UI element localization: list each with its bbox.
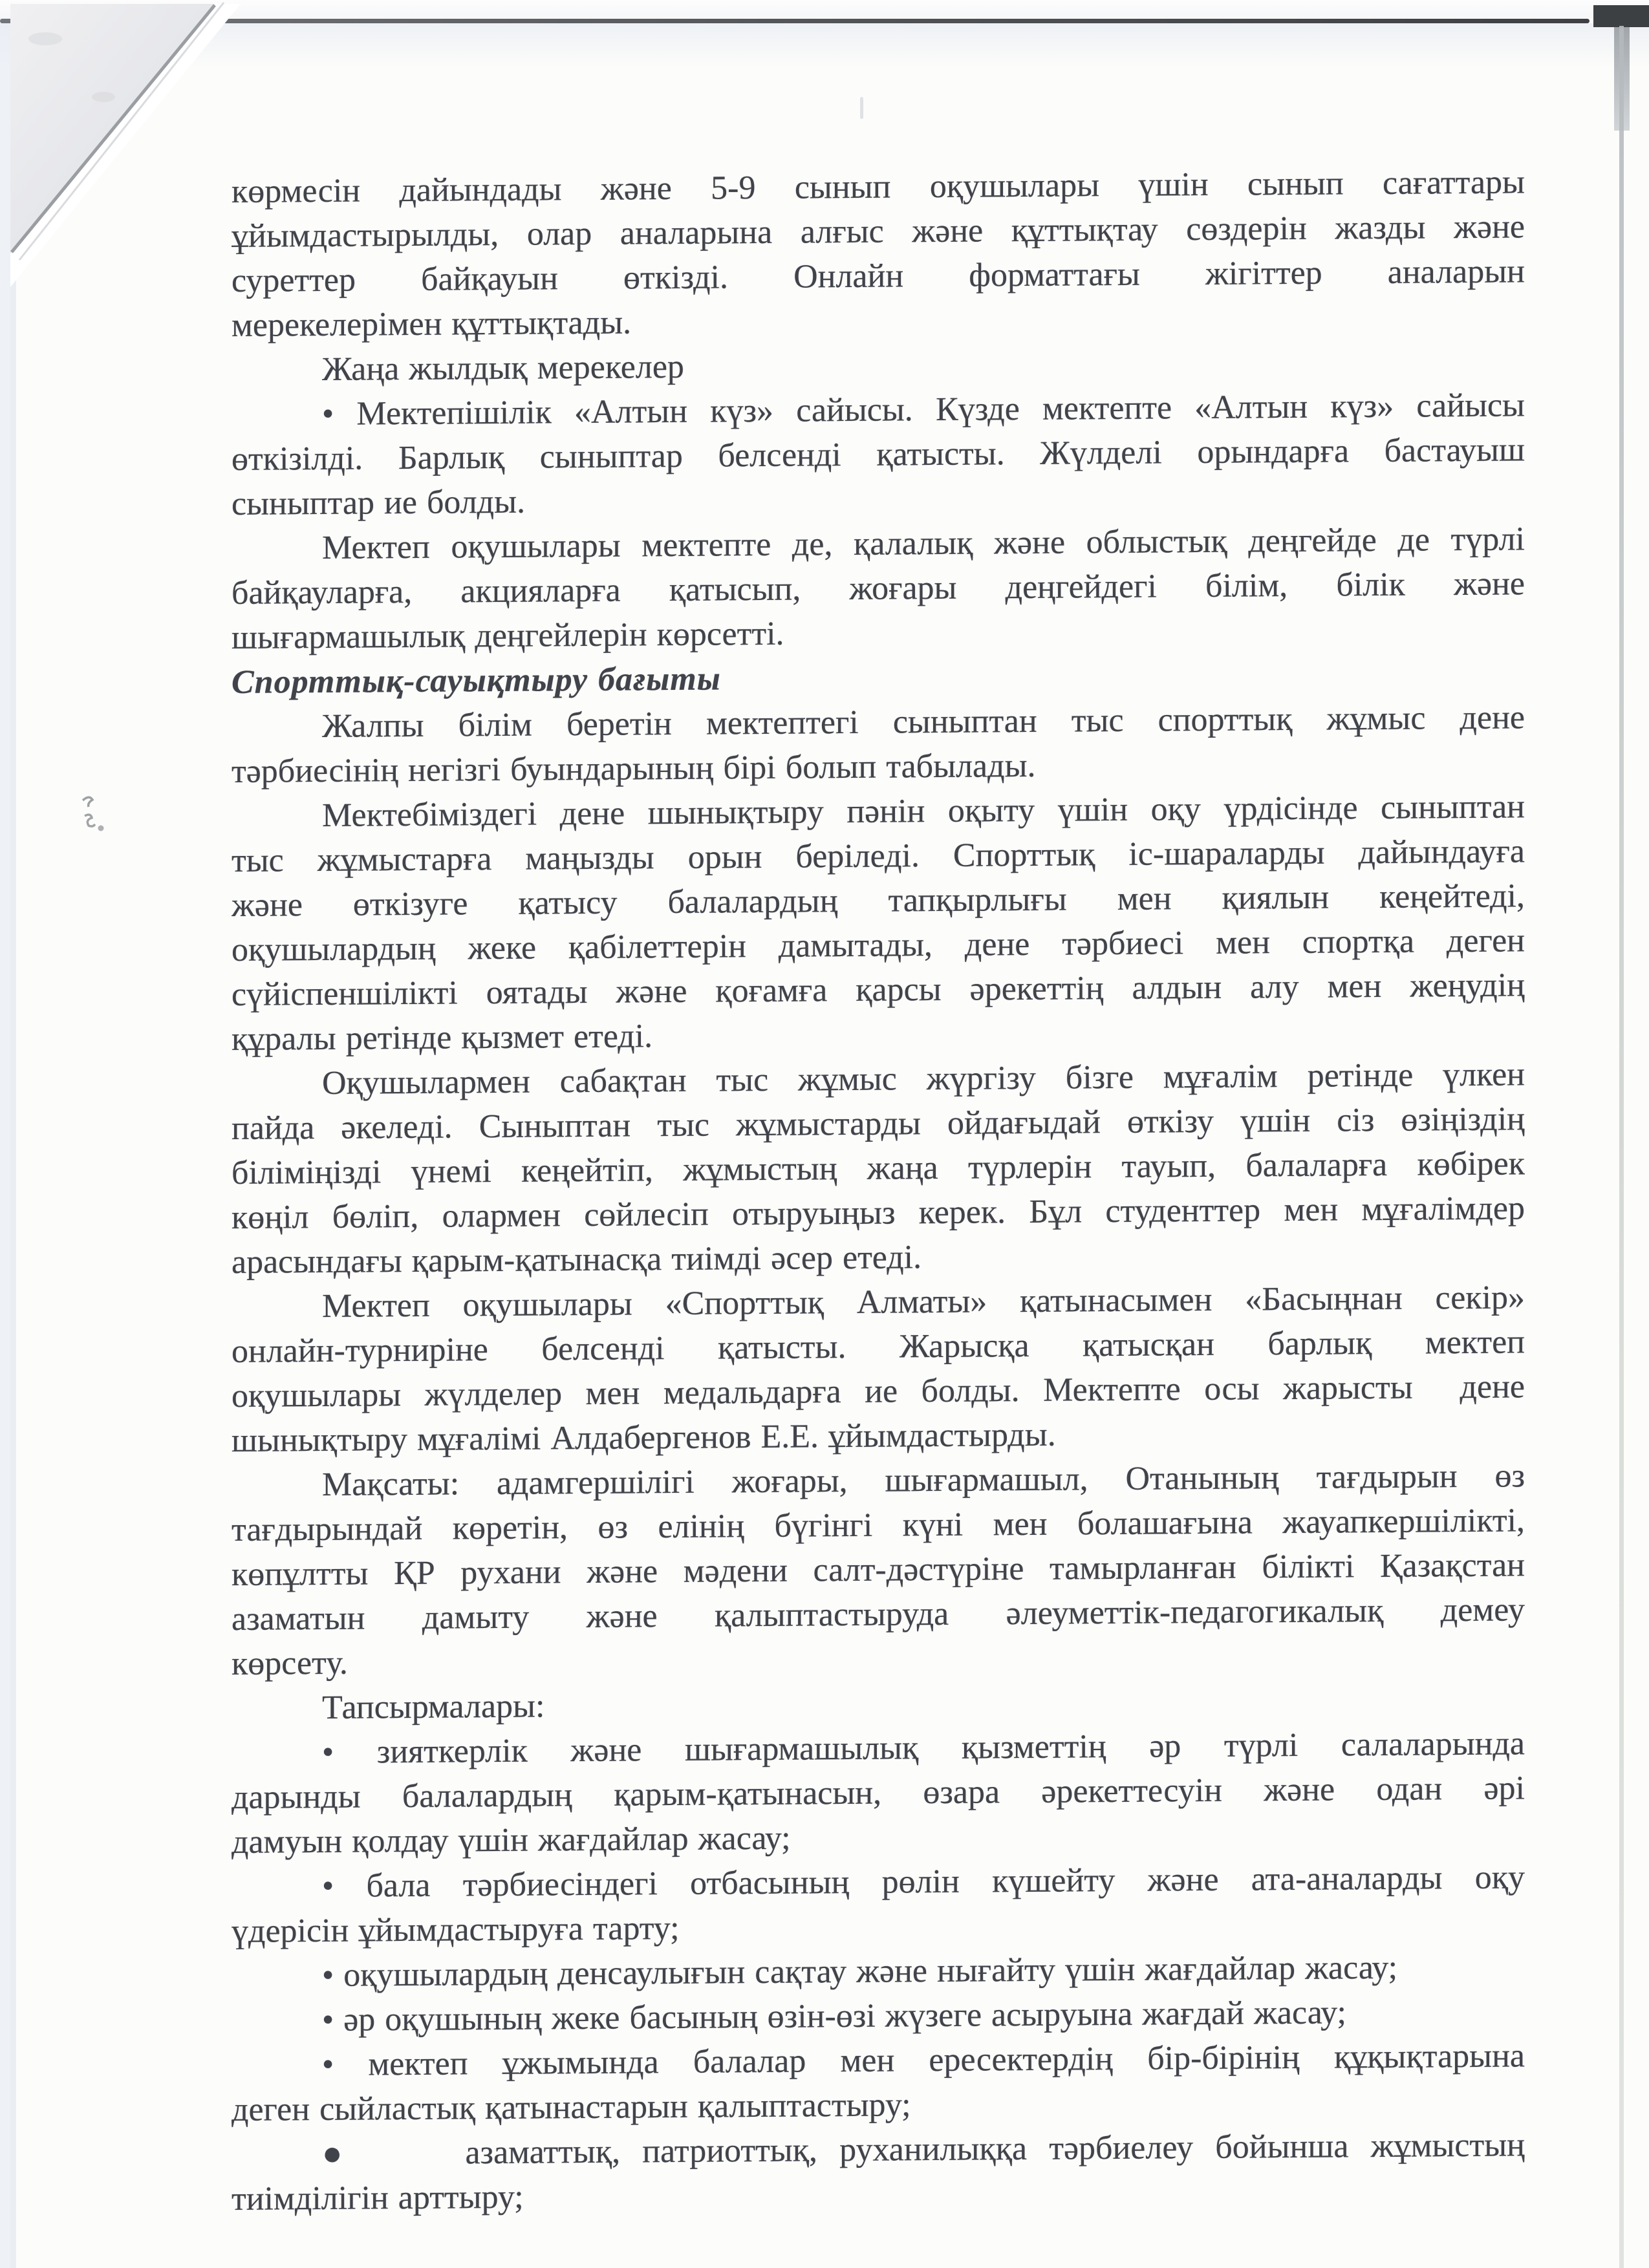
text-line: дарынды балалардың қарым-қатынасын, өзара әрекеттесуін және одан әрі xyxy=(232,1770,1525,1816)
text-line: онлайн-турниріне белсенді қатысты. Жарысқа қатысқан барлық мектеп xyxy=(232,1323,1525,1370)
text-line: Жаңа жылдық мерекелер xyxy=(322,348,684,388)
text-line: көрсету. xyxy=(232,1644,348,1682)
text-line: көпұлтты ҚР рухани және мәдени салт-дәстүріне тамырланған білікті Қазақстан xyxy=(232,1546,1525,1593)
text-line: • әр оқушының жеке басының өзін-өзі жүзеге асыруына жағдай жасау; xyxy=(322,1994,1346,2038)
text-line: деген сыйластық қатынастарын қалыптастыру; xyxy=(232,2086,911,2128)
text-line: көңіл бөліп, олармен сөйлесіп отыруыңыз керек. Бұл студенттер мен мұғалімдер xyxy=(232,1190,1525,1236)
text-line: Жалпы білім беретін мектептегі сыныптан тыс спорттық жұмыс дене xyxy=(322,699,1525,745)
text-line: Мақсаты: адамгершілігі жоғары, шығармашыл, Отанының тағдырын өз xyxy=(322,1457,1525,1503)
text-line: • мектеп ұжымында балалар мен ересектердің бір-бірінің құқықтарына xyxy=(322,2037,1525,2083)
text-line: арасындағы қарым-қатынасқа тиімді әсер етеді. xyxy=(232,1239,922,1281)
text-line: • бала тәрбиесіндегі отбасының рөлін күшейту және ата-аналарды оқу xyxy=(322,1859,1525,1905)
text-line: Оқушылармен сабақтан тыс жұмыс жүргізу бізге мұғалім ретінде үлкен xyxy=(322,1056,1525,1102)
text-line: өткізілді. Барлық сыныптар белсенді қатысты. Жүлделі орындарға бастауыш xyxy=(232,431,1525,478)
text-line: Мектеп оқушылары мектепте де, қалалық және облыстық деңгейде де түрлі xyxy=(322,520,1525,566)
text-line: мерекелерімен құттықтады. xyxy=(232,304,632,344)
text-line: Мектеп оқушылары «Спорттық Алматы» қатынасымен «Басыңнан секір» xyxy=(322,1279,1525,1325)
text-line: біліміңізді үнемі кеңейтіп, жұмыстың жаңа түрлерін тауып, балаларға көбірек xyxy=(232,1145,1525,1192)
text-line: оқушылары жүлделер мен медальдарға ие болды. Мектепте осы жарысты дене xyxy=(232,1368,1525,1415)
document-text xyxy=(232,160,1525,2221)
text-line: Мектебіміздегі дене шынықтыру пәнін оқыту үшін оқу үрдісінде сыныптан xyxy=(322,788,1525,834)
text-line: суреттер байқауын өткізді. Онлайн форматтағы жігіттер аналарын xyxy=(232,253,1525,299)
text-line: азаматын дамыту және қалыптастыруда әлеуметтік-педагогикалық демеу xyxy=(232,1591,1525,1638)
text-line: шынықтыру мұғалімі Алдабергенов Е.Е. ұйымдастырды. xyxy=(232,1416,1056,1459)
text-line: құралы ретінде қызмет етеді. xyxy=(232,1018,653,1058)
text-line: шығармашылық деңгейлерін көрсетті. xyxy=(232,615,784,656)
text-line: оқушылардың жеке қабілеттерін дамытады, дене тәрбиесі мен спортқа деген xyxy=(232,922,1525,968)
text-line: тыс жұмыстарға маңызды орын беріледі. Спорттық іс-шараларды дайындауға xyxy=(232,833,1525,879)
text-line: Тапсырмалары: xyxy=(322,1687,545,1726)
text-line: • оқушылардың денсаулығын сақтау және нығайту үшін жағдайлар жасау; xyxy=(322,1949,1398,1994)
text-line: ● азаматтық, патриоттық, руханилыққа тәрбиелеу бойынша жұмыстың xyxy=(322,2126,1525,2172)
text-line: тиімділігін арттыру; xyxy=(232,2178,524,2218)
text-line: байқауларға, акцияларға қатысып, жоғары деңгейдегі білім, білік және xyxy=(232,565,1525,612)
text-line: • Мектепішілік «Алтын күз» сайысы. Күзде мектепте «Алтын күз» сайысы xyxy=(322,387,1525,433)
text-line: тағдырындай көретін, өз елінің бүгінгі күні мен болашағына жауапкершілікті, xyxy=(232,1502,1525,1548)
text-line: сүйіспеншілікті оятады және қоғамға қарсы әрекеттің алдын алу мен жеңудің xyxy=(232,967,1525,1013)
text-line: үдерісін ұйымдастыруға тарту; xyxy=(232,1909,680,1950)
text-line: сыныптар ие болды. xyxy=(232,483,526,522)
text-line: • зияткерлік және шығармашылық қызметтің әр түрлі салаларында xyxy=(322,1725,1525,1771)
text-line: дамуын қолдау үшін жағдайлар жасау; xyxy=(232,1819,791,1861)
text-line: және өткізуге қатысу балалардың тапқырлығы мен қиялын кеңейтеді, xyxy=(232,877,1525,924)
text-line: ұйымдастырылды, олар аналарына алғыс және құттықтау сөздерін жазды және xyxy=(232,208,1525,255)
text-line: тәрбиесінің негізгі буындарының бірі болып табылады. xyxy=(232,747,1036,790)
section-heading: Спорттық-сауықтыру бағыты xyxy=(232,660,721,701)
text-line: пайда әкеледі. Сыныптан тыс жұмыстарды ойдағыдай өткізу үшін сіз өзіңіздің xyxy=(232,1100,1525,1147)
text-line: көрмесін дайындады және 5-9 сынып оқушылары үшін сынып сағаттары xyxy=(232,164,1525,210)
